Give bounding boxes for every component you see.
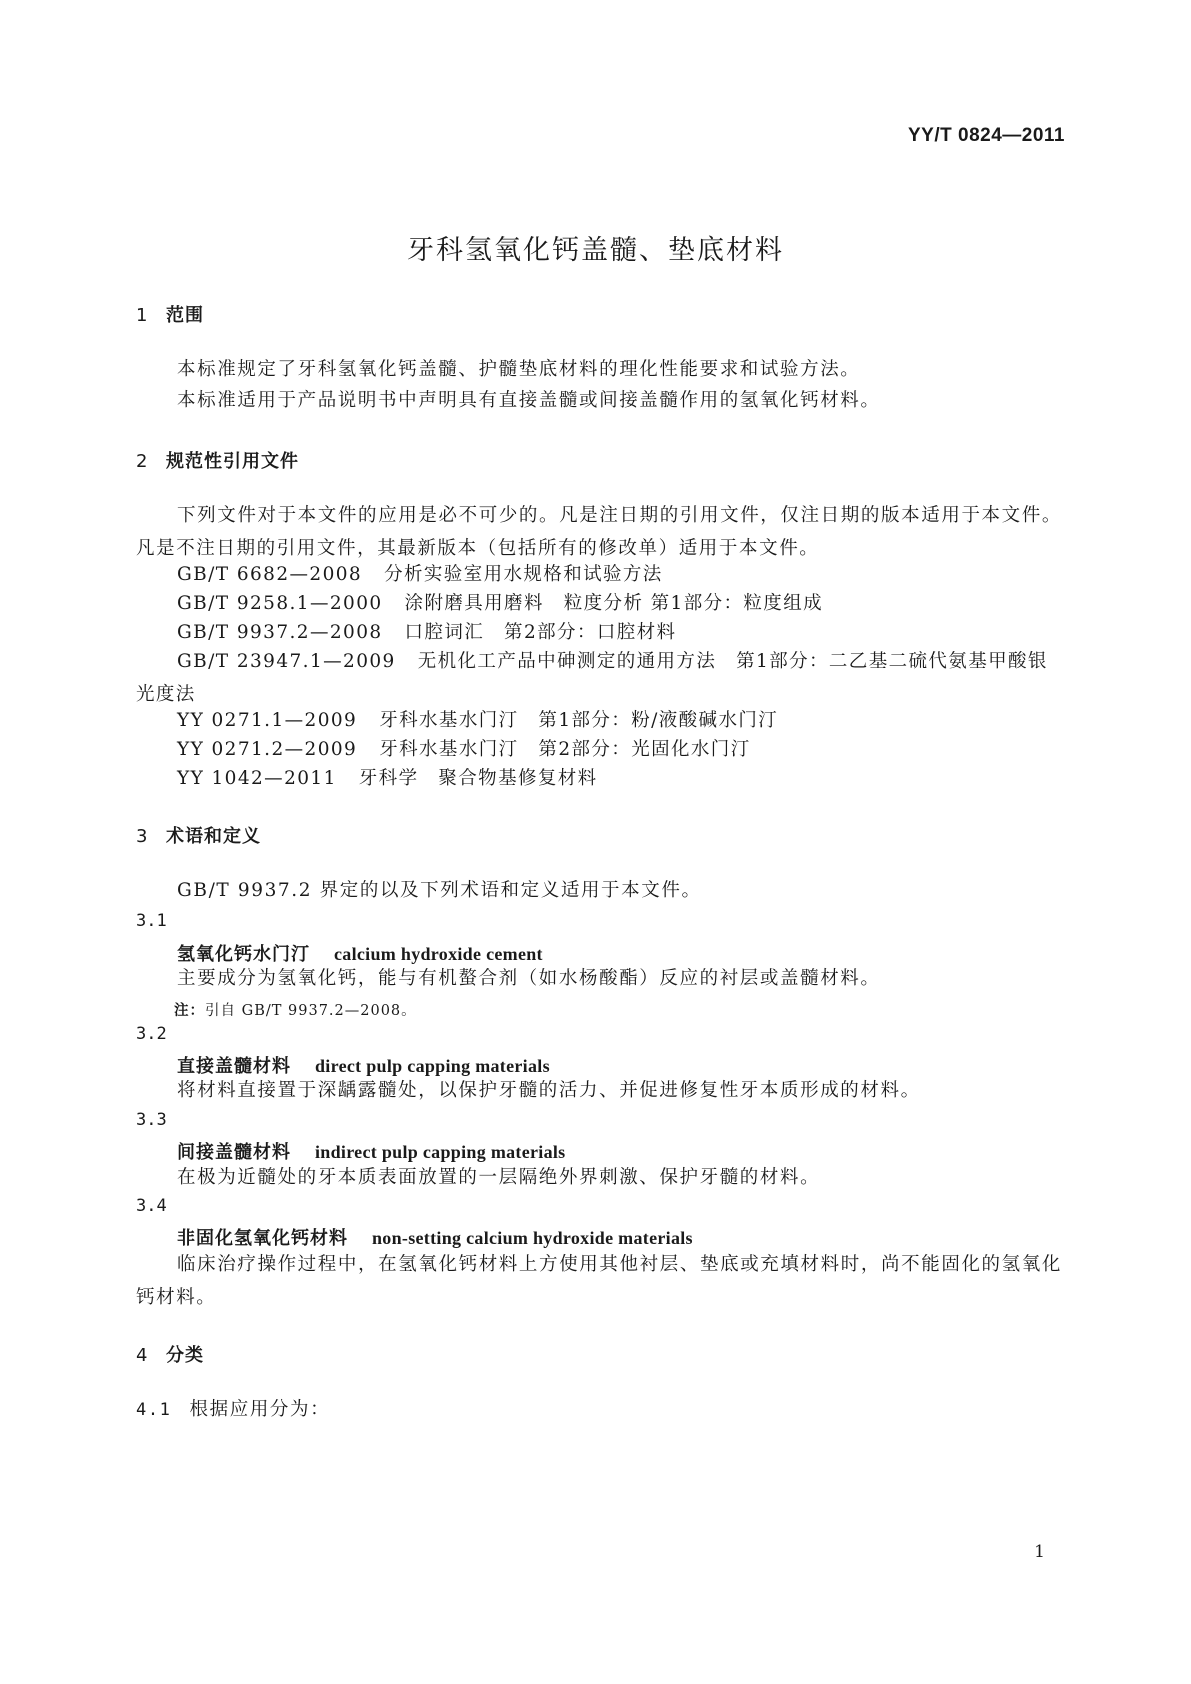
section-2-heading bbox=[136, 447, 299, 473]
term-note bbox=[174, 999, 417, 1020]
section-title: 规范性引用文件 bbox=[166, 451, 299, 472]
reference-item bbox=[177, 762, 598, 795]
reference-code: GB/T 23947.1—2009 bbox=[177, 651, 396, 672]
reference-title: 涂附磨具用磨料 粒度分析 第1部分：粒度组成 bbox=[404, 593, 823, 614]
term-definition: 主要成分为氢氧化钙，能与有机螯合剂（如水杨酸酯）反应的衬层或盖髓材料。 bbox=[177, 968, 881, 989]
reference-title: 口腔词汇 第2部分：口腔材料 bbox=[404, 622, 677, 643]
subclause-number: 4.1 bbox=[136, 1400, 172, 1420]
term-cn: 间接盖髓材料 bbox=[177, 1142, 291, 1163]
section-title: 范围 bbox=[166, 305, 204, 326]
scope-paragraph-2: 本标准适用于产品说明书中声明具有直接盖髓或间接盖髓作用的氢氧化钙材料。 bbox=[177, 390, 881, 411]
term-cn: 非固化氢氧化钙材料 bbox=[177, 1228, 348, 1249]
reference-code: YY 0271.2—2009 bbox=[177, 739, 358, 760]
term-number: 3.4 bbox=[136, 1196, 167, 1216]
references-intro: 下列文件对于本文件的应用是必不可少的。凡是注日期的引用文件，仅注日期的版本适用于本文件。凡是不注日期的引用文件，其最新版本（包括所有的修改单）适用于本文件。 bbox=[136, 505, 1062, 559]
section-number: 3 bbox=[136, 826, 149, 847]
reference-item bbox=[136, 645, 1062, 711]
reference-code: GB/T 9258.1—2000 bbox=[177, 593, 383, 614]
note-label: 注： bbox=[174, 1003, 205, 1019]
reference-title: 牙科学 聚合物基修复材料 bbox=[358, 768, 598, 789]
term-definition: 将材料直接置于深龋露髓处，以保护牙髓的活力、并促进修复性牙本质形成的材料。 bbox=[177, 1080, 921, 1101]
section-number: 2 bbox=[136, 451, 149, 472]
term-definition: 在极为近髓处的牙本质表面放置的一层隔绝外界刺激、保护牙髓的材料。 bbox=[177, 1167, 821, 1188]
reference-title: 无机化工产品中砷测定的通用方法 第1部分：二乙基二硫代氨基甲酸银光度法 bbox=[136, 651, 1048, 705]
note-text: 引自 GB/T 9937.2—2008。 bbox=[205, 1003, 417, 1019]
section-4-heading bbox=[136, 1341, 204, 1367]
scope-paragraph-1: 本标准规定了牙科氢氧化钙盖髓、护髓垫底材料的理化性能要求和试验方法。 bbox=[177, 359, 861, 380]
term-en: calcium hydroxide cement bbox=[334, 944, 543, 964]
terms-intro: GB/T 9937.2 界定的以及下列术语和定义适用于本文件。 bbox=[177, 880, 702, 901]
term-number: 3.1 bbox=[136, 911, 167, 931]
term-en: direct pulp capping materials bbox=[315, 1056, 550, 1076]
term-cn: 直接盖髓材料 bbox=[177, 1056, 291, 1077]
term-number: 3.2 bbox=[136, 1024, 167, 1044]
term-en: non-setting calcium hydroxide materials bbox=[372, 1228, 693, 1248]
reference-code: GB/T 6682—2008 bbox=[177, 564, 363, 585]
section-title: 分类 bbox=[166, 1345, 204, 1366]
term-number: 3.3 bbox=[136, 1110, 167, 1130]
term-cn: 氢氧化钙水门汀 bbox=[177, 944, 310, 965]
section-number: 1 bbox=[136, 305, 149, 326]
term-definition: 临床治疗操作过程中，在氢氧化钙材料上方使用其他衬层、垫底或充填材料时，尚不能固化的氢氧化钙材料。 bbox=[136, 1254, 1062, 1308]
reference-code: YY 1042—2011 bbox=[177, 768, 337, 789]
standard-code: YY/T 0824—2011 bbox=[908, 125, 1065, 146]
term-heading bbox=[177, 1224, 693, 1250]
reference-title: 牙科水基水门汀 第1部分：粉/液酸碱水门汀 bbox=[379, 710, 779, 731]
section-number: 4 bbox=[136, 1345, 149, 1366]
reference-code: YY 0271.1—2009 bbox=[177, 710, 358, 731]
reference-title: 牙科水基水门汀 第2部分：光固化水门汀 bbox=[379, 739, 751, 760]
section-title: 术语和定义 bbox=[166, 826, 261, 847]
reference-title: 分析实验室用水规格和试验方法 bbox=[384, 564, 663, 585]
reference-code: GB/T 9937.2—2008 bbox=[177, 622, 383, 643]
section-1-heading bbox=[136, 301, 204, 327]
page-number: 1 bbox=[1034, 1542, 1045, 1562]
document-title: 牙科氢氧化钙盖髓、垫底材料 bbox=[407, 235, 784, 266]
section-3-heading bbox=[136, 822, 261, 848]
subclause-4-1 bbox=[136, 1393, 1056, 1427]
subclause-text: 根据应用分为： bbox=[189, 1399, 331, 1420]
term-en: indirect pulp capping materials bbox=[315, 1142, 566, 1162]
